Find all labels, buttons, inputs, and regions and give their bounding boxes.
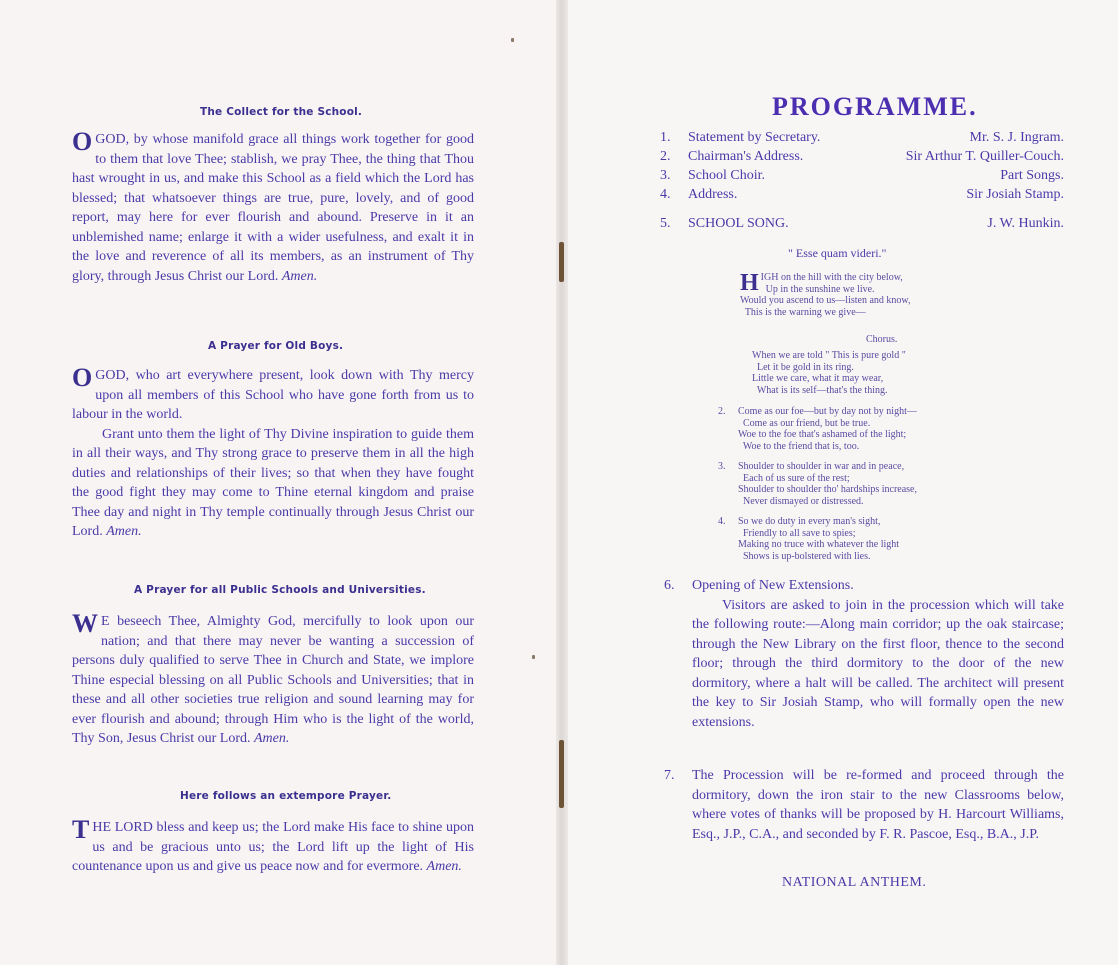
- programme-item-7: 7. The Procession will be re-formed and proceed through the dormitory, down the iron stair to the new Classrooms below, where votes of thanks will be proposed by H. Harcourt Williams, Esq., J.P., C.A., and seconded by F. R. Pascoe, Esq., B.A., J.P.: [664, 766, 1064, 844]
- old-boys-text-2: Grant unto them the light of Thy Divine inspiration to guide them in all their ways, and Thy strong grace to preserve them in all the high duties and relationships of their lives; so that when they have fought the good fight they may come to Thine eternal kingdom and praise Thee day and night in Thy temple continually through Jesus Christ our Lord. Amen.: [72, 426, 474, 539]
- verse-number: 4.: [718, 516, 726, 527]
- song-verse-1: HIGH on the hill with the city below, Up in the sunshine we live. Would you ascend to us—listen and know, This is the warning we give—: [740, 270, 911, 318]
- programme-item: 1. Statement by Secretary. Mr. S. J. Ingram.: [660, 130, 1064, 145]
- programme-item: 5. SCHOOL SONG. J. W. Hunkin.: [660, 216, 1064, 231]
- old-boys-prayer: [72, 363, 474, 542]
- programme-item: 4. Address. Sir Josiah Stamp.: [660, 187, 1064, 202]
- item-7-text: The Procession will be re-formed and proceed through the dormitory, down the iron stair to the new Classrooms below, where votes of thanks will be proposed by H. Harcourt Williams, Esq., J.P., C.A., and seconded by F. R. Pascoe, Esq., B.A., J.P.: [692, 768, 1064, 842]
- drop-cap: O: [72, 363, 93, 392]
- blessing-text: HE LORD bless and keep us; the Lord make His face to shine upon us and be gracious unto us; the Lord lift up the light of His countenance upon us and give us peace now and for evermore.: [72, 820, 474, 874]
- staple-bottom: [559, 740, 564, 808]
- amen: Amen.: [281, 268, 318, 284]
- programme-item: 2. Chairman's Address. Sir Arthur T. Quiller-Couch.: [660, 149, 1064, 164]
- song-chorus: When we are told " This is pure gold " Let it be gold in its ring. Little we care, what it may wear, What is its self—that's the thing.: [752, 350, 906, 396]
- old-boys-heading: A Prayer for Old Boys.: [208, 340, 344, 352]
- amen: Amen.: [106, 524, 142, 539]
- extempore-heading: Here follows an extempore Prayer.: [180, 790, 392, 802]
- paper-speck: [532, 655, 535, 659]
- paper-speck: [511, 38, 514, 42]
- drop-cap: H: [740, 270, 759, 296]
- collect-heading: The Collect for the School.: [200, 106, 363, 118]
- amen: Amen.: [426, 859, 462, 874]
- programme-title: PROGRAMME.: [772, 92, 978, 121]
- national-anthem: NATIONAL ANTHEM.: [782, 875, 927, 890]
- item-6-text: Visitors are asked to join in the procession which will take the following route:—Along main corridor; up the oak staircase; through the New Library on the first floor, thence to the second floor; through the third dormitory to the door of the new dormitory, where a halt will be called. The architect will present the key to Sir Josiah Stamp, who will formally open the new extensions.: [692, 597, 1064, 730]
- collect-text: GOD, by whose manifold grace all things work together for good to them that love Thee; stablish, we pray Thee, the thing that Thou hast wrought in us, and make this School as a field which the Lord has blessed; that whatsoever things are true, pure, lovely, and of good report, may here for ever flourish and abound. Preserve in it an unblemished name; enlarge it with a wider usefulness, and exalt it in the love and reverence of all its members, as an instrument of Thy glory, through Jesus Christ our Lord.: [72, 132, 474, 284]
- programme-item-6: 6. Opening of New Extensions. Visitors are asked to join in the procession which will take the following route:—Along main corridor; up the oak staircase; through the New Library on the first floor, thence to the second floor; through the third dormitory to the door of the new dormitory, where a halt will be called. The architect will present the key to Sir Josiah Stamp, who will formally open the new extensions.: [664, 576, 1064, 732]
- song-verse-4: So we do duty in every man's sight, Friendly to all save to spies; Making no truce with whatever the light Shows is up-bolstered with lies.: [738, 516, 900, 562]
- public-schools-prayer: [72, 609, 474, 749]
- page-fold: [556, 0, 568, 965]
- drop-cap: O: [72, 127, 93, 156]
- amen: Amen.: [254, 731, 290, 746]
- public-schools-heading: A Prayer for all Public Schools and Universities.: [134, 584, 426, 596]
- blessing: [72, 815, 474, 877]
- school-song-title: " Esse quam videri.": [788, 246, 887, 260]
- verse-number: 3.: [718, 461, 726, 472]
- verse-number: 2.: [718, 406, 726, 417]
- staple-top: [559, 242, 564, 282]
- old-boys-text: GOD, who art everywhere present, look down with Thy mercy upon all members of this School who have gone forth from us to labour in the world.: [72, 368, 474, 422]
- chorus-label: Chorus.: [866, 334, 898, 345]
- song-verse-3: Shoulder to shoulder in war and in peace, Each of us sure of the rest; Shoulder to shoulder tho' hardships increase, Never dismayed or distressed.: [738, 461, 917, 507]
- public-schools-text: E beseech Thee, Almighty God, mercifully to look upon our nation; and that there may never be wanting a succession of persons duly qualified to serve Thee in Church and State, we implore Thine especial blessing on all Public Schools and Universities; that in these and all other societies true religion and sound learning may for ever flourish and abound; through Him who is the light of the world, Thy Son, Jesus Christ our Lord.: [72, 614, 474, 746]
- drop-cap: W: [72, 609, 98, 638]
- item-6-title: Opening of New Extensions.: [692, 578, 854, 593]
- drop-cap: T: [72, 815, 90, 844]
- collect-prayer: [72, 127, 474, 286]
- programme-item: 3. School Choir. Part Songs.: [660, 168, 1064, 183]
- song-verse-2: Come as our foe—but by day not by night— Come as our friend, but be true. Woe to the foe that's ashamed of the light; Woe to the friend that is, too.: [738, 406, 917, 452]
